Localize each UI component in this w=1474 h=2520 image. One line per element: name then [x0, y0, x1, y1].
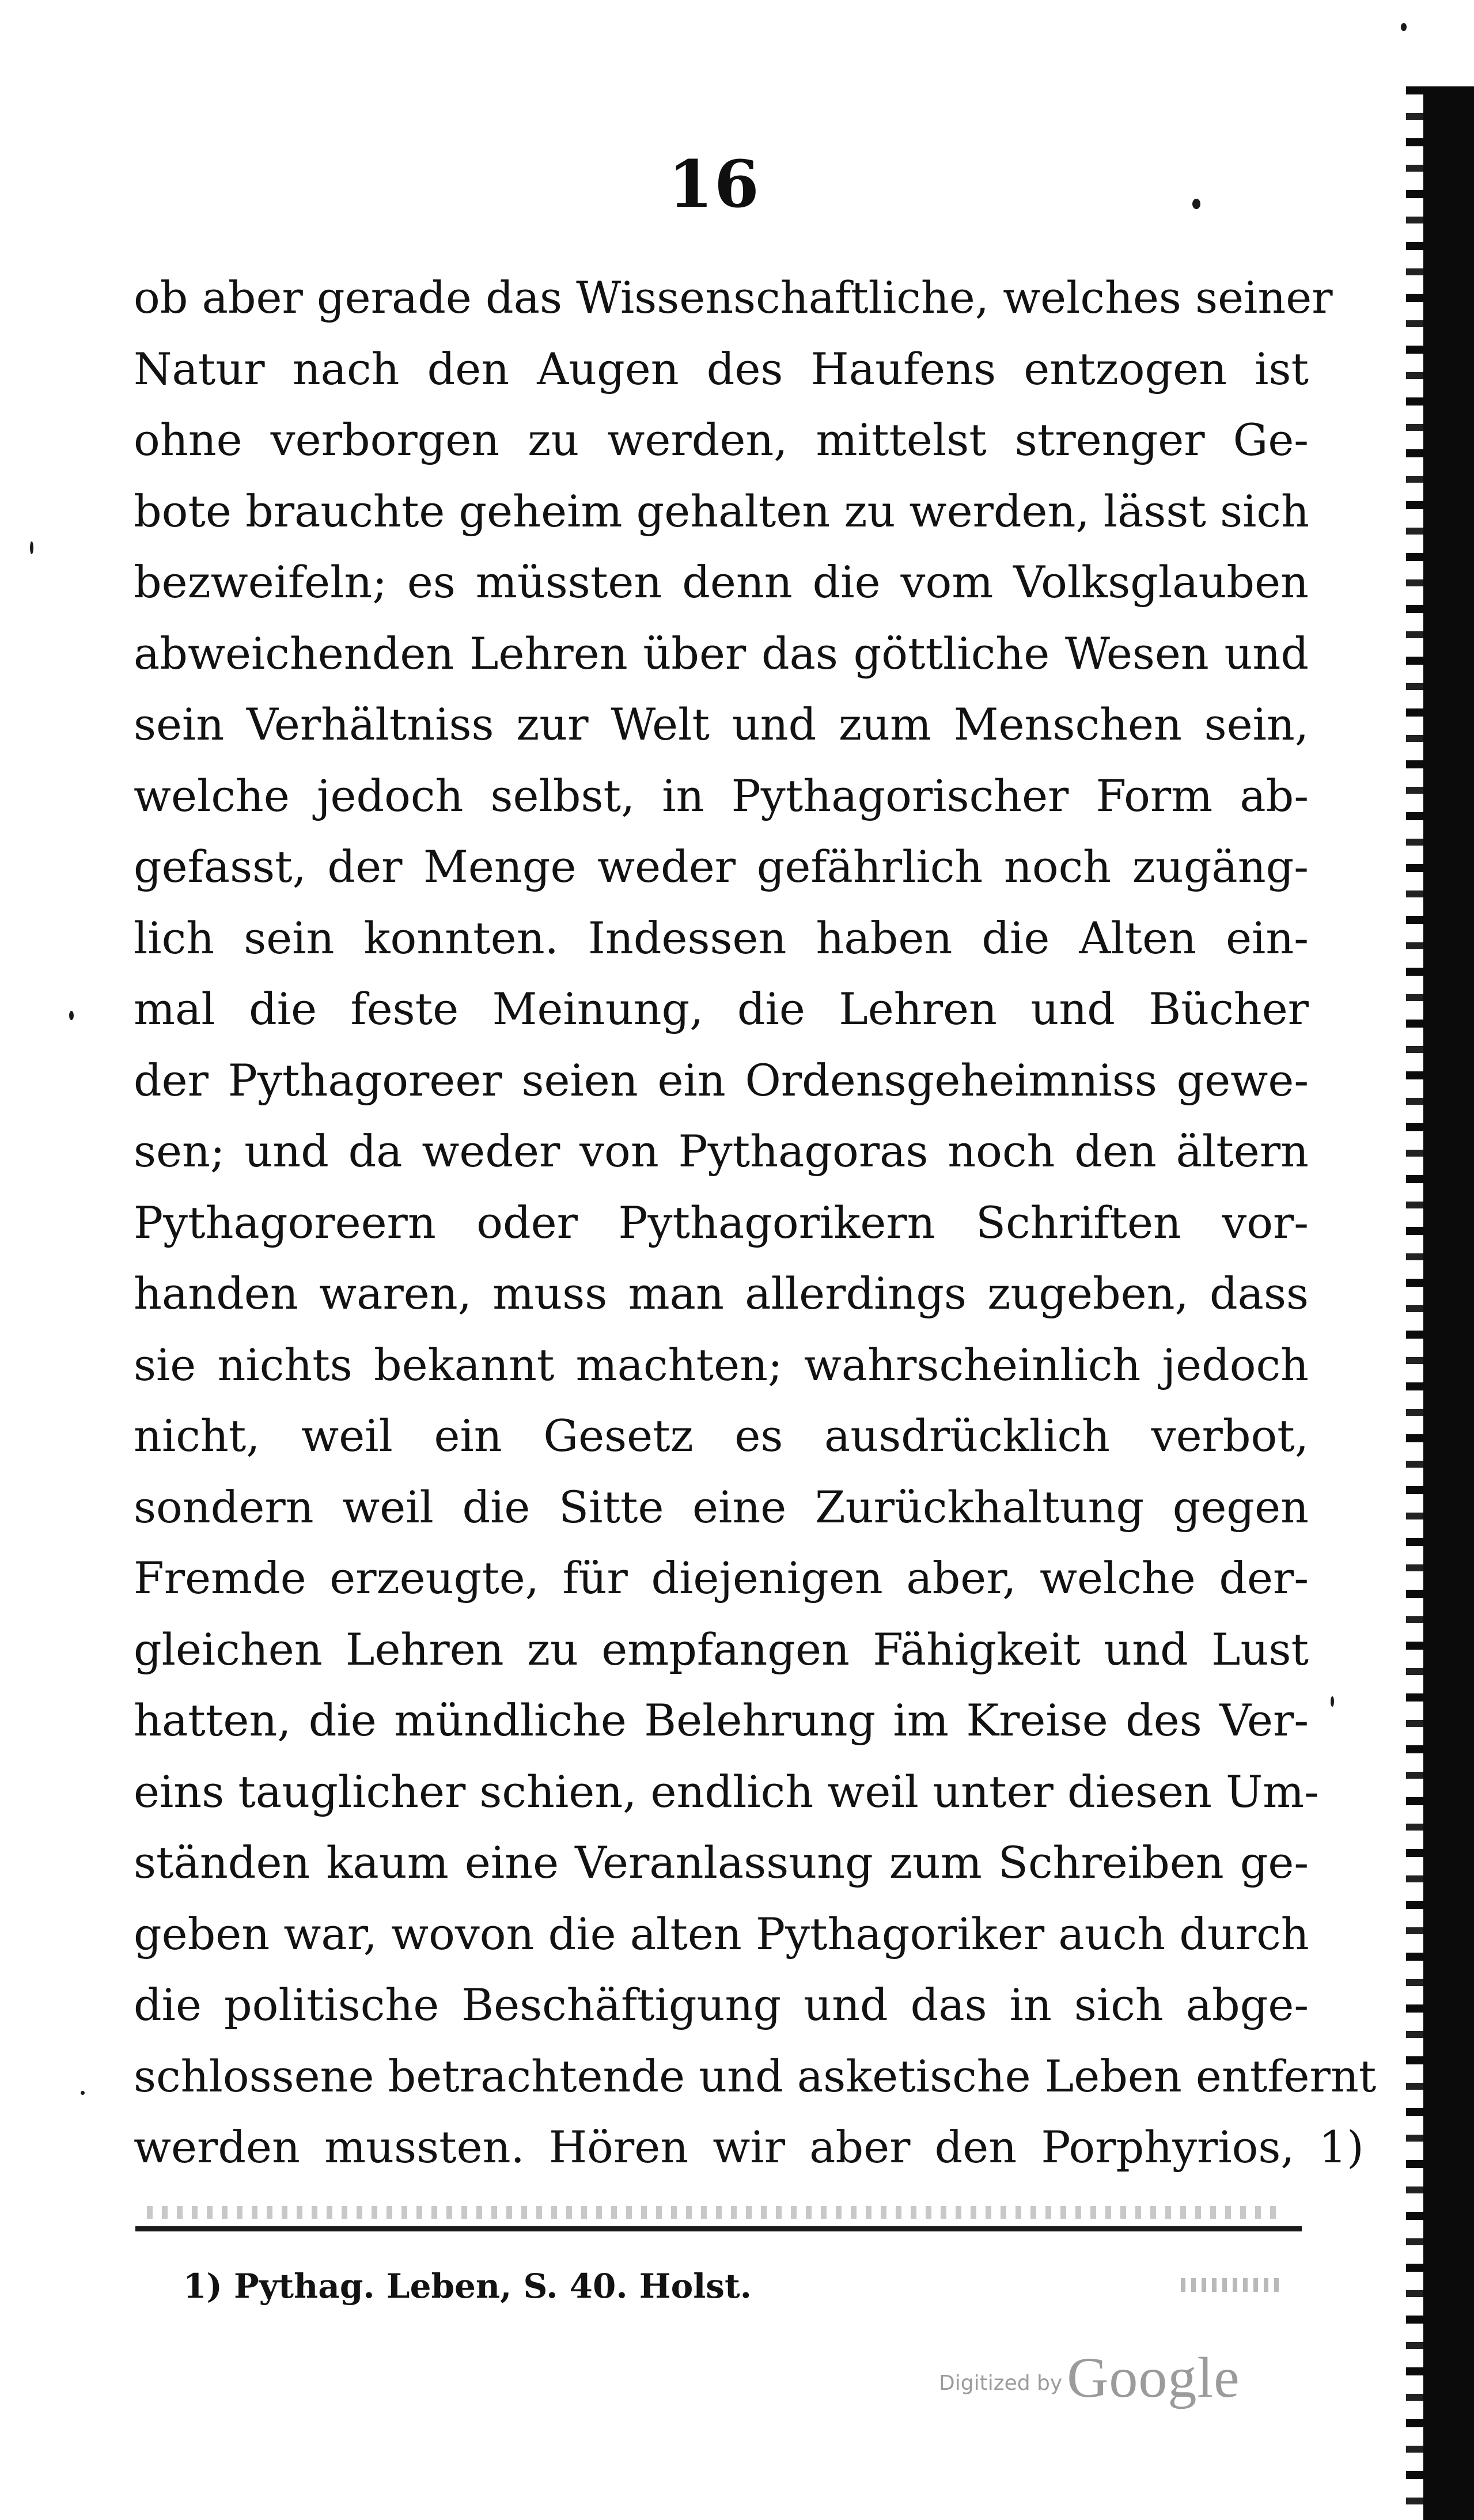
book-spine-shadow: [1423, 86, 1474, 2520]
ink-speck: [69, 1011, 74, 1020]
text-line: die politische Beschäftigung und das in sich abge-: [134, 1979, 1309, 2030]
watermark-prefix: Digitized by: [939, 2371, 1063, 2395]
ink-speck: [1401, 23, 1407, 31]
text-line: sondern weil die Sitte eine Zurückhaltung gegen: [134, 1481, 1309, 1533]
text-line: ohne verborgen zu werden, mittelst strenger Ge-: [134, 414, 1309, 465]
text-line: sein Verhältniss zur Welt und zum Menschen sein,: [134, 699, 1309, 750]
digitized-by-google-watermark: [939, 2344, 1240, 2411]
body-text: [134, 262, 1377, 2183]
text-line: Natur nach den Augen des Haufens entzogen ist: [134, 343, 1309, 395]
text-line: hatten, die mündliche Belehrung im Kreise des Ver-: [134, 1695, 1309, 1746]
text-line: eins tauglicher schien, endlich weil unter diesen Um-: [134, 1765, 1319, 1817]
google-logo: Google: [1067, 2345, 1240, 2409]
text-line: Pythagoreern oder Pythagorikern Schriften vor-: [134, 1196, 1309, 1248]
bleed-through-text: [1181, 2278, 1284, 2292]
text-line: Fremde erzeugte, für diejenigen aber, welche der-: [134, 1552, 1309, 1604]
text-line: sen; und da weder von Pythagoras noch den ältern: [134, 1126, 1309, 1177]
ink-speck: [1331, 1696, 1334, 1707]
bleed-through-marks: [147, 2206, 1276, 2219]
scan-edge-noise: [1406, 86, 1423, 2520]
footnote: 1) Pythag. Leben, S. 40. Holst.: [183, 2267, 752, 2306]
text-line: der Pythagoreer seien ein Ordensgeheimniss gewe-: [134, 1054, 1309, 1106]
text-line: sie nichts bekannt machten; wahrscheinlich jedoch: [134, 1339, 1309, 1390]
text-line: geben war, wovon die alten Pythagoriker auch durch: [134, 1908, 1309, 1960]
ink-speck: [1192, 199, 1200, 209]
text-line: schlossene betrachtende und asketische Leben entfernt: [134, 2050, 1377, 2102]
ink-speck: [30, 541, 33, 554]
ink-speck: [81, 2091, 85, 2095]
text-line: gefasst, der Menge weder gefährlich noch zugäng-: [134, 841, 1309, 892]
text-line: bote brauchte geheim gehalten zu werden, lässt sich: [134, 485, 1309, 537]
text-line: ob aber gerade das Wissenschaftliche, welches seiner: [134, 272, 1333, 323]
text-line: ständen kaum eine Veranlassung zum Schreiben ge-: [134, 1837, 1309, 1888]
text-line: werden mussten. Hören wir aber den Porphyrios, 1): [134, 2121, 1364, 2173]
text-line: nicht, weil ein Gesetz es ausdrücklich verbot,: [134, 1410, 1309, 1461]
text-line: gleichen Lehren zu empfangen Fähigkeit und Lust: [134, 1623, 1309, 1675]
text-line: abweichenden Lehren über das göttliche Wesen und: [134, 627, 1309, 679]
text-line: mal die feste Meinung, die Lehren und Bücher: [134, 983, 1309, 1034]
page-number: 16: [668, 147, 760, 222]
footnote-divider: [135, 2226, 1302, 2231]
text-line: lich sein konnten. Indessen haben die Alten ein-: [134, 912, 1309, 964]
text-line: welche jedoch selbst, in Pythagorischer Form ab-: [134, 770, 1309, 821]
text-line: handen waren, muss man allerdings zugeben, dass: [134, 1268, 1309, 1319]
text-line: bezweifeln; es müssten denn die vom Volksglauben: [134, 556, 1309, 608]
